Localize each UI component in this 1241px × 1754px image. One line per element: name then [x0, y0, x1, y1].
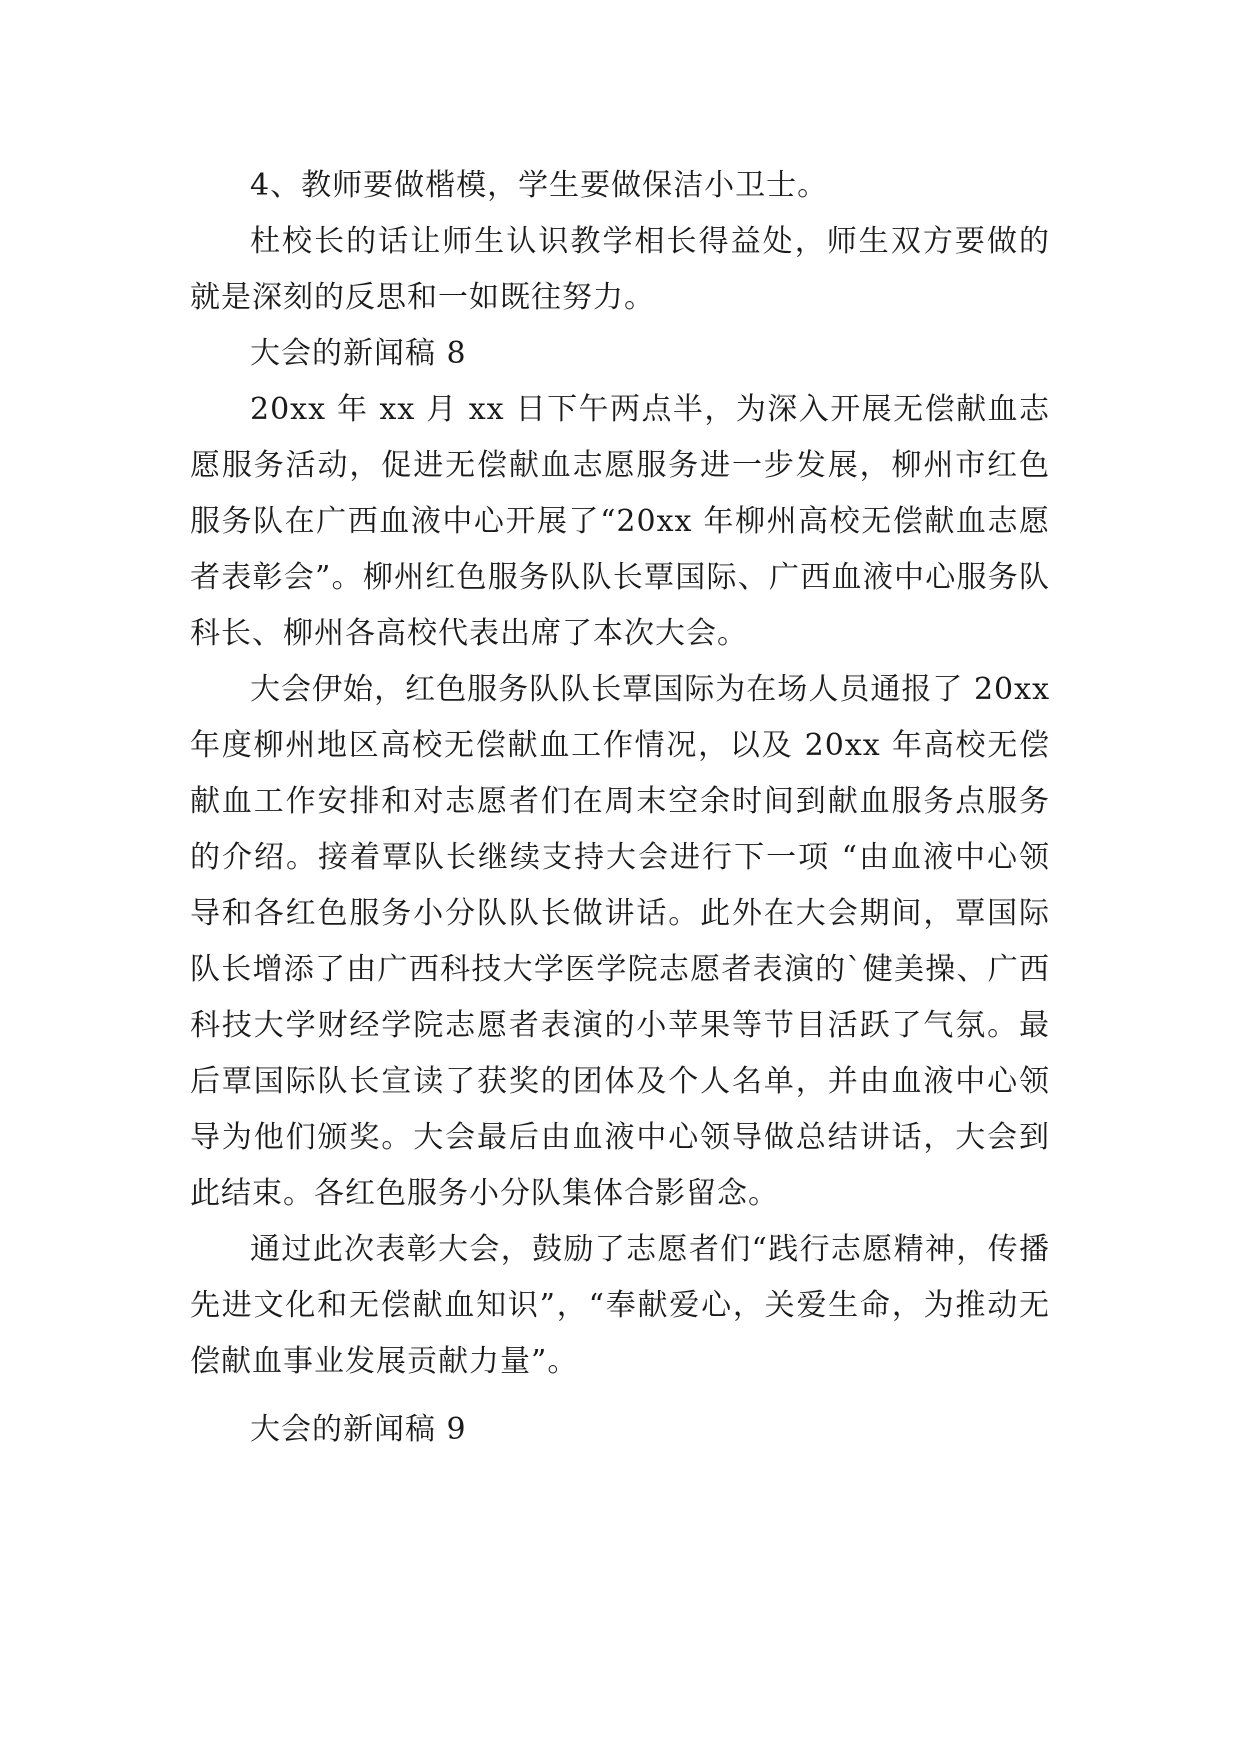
paragraph-event-proceedings: 大会伊始，红色服务队队长覃国际为在场人员通报了 20xx 年度柳州地区高校无偿献血工作情况，以及 20xx 年高校无偿献血工作安排和对志愿者们在周末空余时间到献血服务点服务的介绍。接着覃队长继续支持大会进行下一项 “由血液中心领导和各红色服务小分队队长做讲话。此外在大会期间，覃国际队长增添了由广西科技大学医学院志愿者表演的`健美操、广西科技大学财经学院志愿者表演的小苹果等节目活跃了气氛。最后覃国际队长宣读了获奖的团体及个人名单，并由血液中心领导为他们颁奖。大会最后由血液中心领导做总结讲话，大会到此结束。各红色服务小分队集体合影留念。 [190, 672, 1050, 1211]
paragraph-event-conclusion: 通过此次表彰大会，鼓励了志愿者们“践行志愿精神，传播先进文化和无偿献血知识”，“奉献爱心，关爱生命，为推动无偿献血事业发展贡献力量”。 [190, 1232, 1050, 1379]
paragraph-principal-speech: 杜校长的话让师生认识教学相长得益处，师生双方要做的就是深刻的反思和一如既往努力。 [190, 224, 1050, 315]
section-heading-9: 大会的新闻稿 9 [250, 1412, 467, 1447]
paragraph-event-intro: 20xx 年 xx 月 xx 日下午两点半，为深入开展无偿献血志愿服务活动，促进无偿献血志愿服务进一步发展，柳州市红色服务队在广西血液中心开展了“20xx 年柳州高校无偿献血志愿者表彰会”。柳州红色服务队队长覃国际、广西血液中心服务队科长、柳州各高校代表出席了本次大会。 [190, 392, 1050, 651]
paragraph-teacher-model: 4、教师要做楷模，学生要做保洁小卫士。 [250, 168, 829, 203]
document-body [190, 158, 1050, 1458]
section-heading-8: 大会的新闻稿 8 [250, 336, 467, 371]
